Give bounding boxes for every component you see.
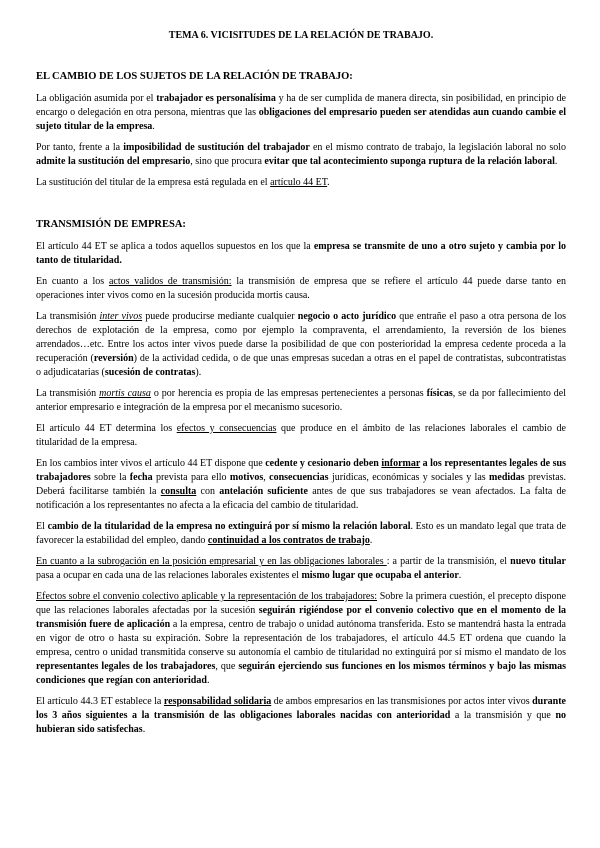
text-run: En los cambios inter vivos el artículo 44 ET dispone que — [36, 458, 266, 469]
text-run: ). — [195, 367, 202, 378]
section-heading-cambio-sujetos: EL CAMBIO DE LOS SUJETOS DE LA RELACIÓN DE TRABAJO: — [36, 71, 353, 82]
text-run: evitar que tal acontecimiento suponga ruptura de la relación laboral — [264, 156, 555, 167]
document-page — [36, 30, 566, 744]
text-run: no hubieran sido satisfechas — [36, 710, 566, 735]
text-run: consulta — [160, 486, 197, 497]
text-run: medidas — [489, 472, 525, 483]
text-run: a la empresa, centro de trabajo o unidad autónoma transferida. Esto se mantendrá hasta la entrada en vigor de otro o hasta su expiración. Sobre la representación de los trabajadores, el artículo 44.5 ET ordena que cuando la empresa, centro o unidad transmitida conserve su autonomía el cambio de titularidad no extinguirá por sí mismo el mandato de los — [36, 619, 566, 658]
text-run: reversión — [93, 353, 134, 364]
paragraph — [36, 275, 566, 303]
text-run: El artículo 44 ET determina los — [36, 423, 177, 434]
text-run: que entrañe el paso a otra persona de los derechos de explotación de la empresa, como por ejemplo la compraventa, el arrendamiento, la reversión de los bienes arrendados…etc. Entre los actos inter vivos puede darse la posibilidad de que con posterioridad la empresa cedente proceda a la recuperación ( — [36, 311, 567, 364]
paragraph — [36, 240, 566, 268]
text-run: nuevo titular — [510, 556, 566, 567]
text-run: . Esto es un mandato legal que trata de favorecer la estabilidad del empleo, dando — [36, 521, 566, 546]
text-run: El — [36, 521, 48, 532]
text-run: y ha de ser cumplida de manera directa, sin posibilidad, en principio de encargo o delegación en otra persona, mientras que las — [36, 93, 566, 118]
text-run: seguirán rigiéndose por el convenio colectivo que en el momento de la transmisión fuere de aplicación — [36, 605, 566, 630]
text-run: en el mismo contrato de trabajo, la legislación laboral no solo — [309, 142, 567, 153]
text-run: El artículo 44.3 ET establece la — [36, 696, 164, 707]
text-run: : a partir de la transmisión, el — [386, 556, 511, 567]
text-run: Efectos sobre el convenio colectivo aplicable y la representación de los trabajadores: — [36, 591, 378, 602]
text-run: efectos y consecuencias — [176, 423, 277, 434]
paragraph — [36, 92, 566, 134]
paragraph — [36, 555, 566, 583]
text-run: consecuencias — [269, 472, 329, 483]
paragraph — [36, 176, 566, 190]
text-run: motivos — [229, 472, 264, 483]
text-run: antes de que sus trabajadores se vean afectados. La falta de notificación a los representantes no afecta a la eficacia del cambio de titularidad. — [36, 486, 566, 511]
text-run: , — [263, 472, 270, 483]
text-run: mortis causa — [99, 388, 151, 399]
paragraph — [36, 422, 566, 450]
text-run: previstas. Deberá facilitarse también la — [36, 472, 567, 497]
text-run: En cuanto a los — [36, 276, 109, 287]
text-run: En cuanto a la subrogación en la posición empresarial y en las obligaciones laborales — [36, 556, 387, 567]
text-run: , se da por fallecimiento del anterior empresario e integración de la empresa por el mecanismo sucesorio. — [36, 388, 566, 413]
text-run: La transmisión — [36, 311, 100, 322]
paragraph — [36, 520, 566, 548]
text-run: seguirán ejerciendo sus funciones en los mismos términos y bajo las mismas condiciones que regían con anterioridad — [36, 661, 566, 686]
text-run: La sustitución del titular de la empresa está regulada en el — [36, 177, 271, 188]
text-run: jurídicas, económicas y sociales y las — [328, 472, 490, 483]
text-run: . — [369, 535, 373, 546]
text-run: , que — [215, 661, 239, 672]
text-run: . — [554, 156, 558, 167]
text-run: La obligación asumida por el — [36, 93, 157, 104]
text-run: continuidad a los contratos de trabajo — [207, 535, 370, 546]
text-run: El artículo 44 ET se aplica a todos aquellos supuestos en los que la — [36, 241, 314, 252]
text-run: responsabilidad solidaria — [163, 696, 272, 707]
text-run: . — [206, 675, 210, 686]
text-run: puede producirse mediante cualquier — [142, 311, 298, 322]
text-run: o por herencia es propia de las empresas pertenecientes a personas — [150, 388, 427, 399]
paragraph — [36, 141, 566, 169]
text-run: cambio de la titularidad de la empresa no extinguirá por sí mismo la relación laboral — [47, 521, 411, 532]
paragraph — [36, 590, 566, 688]
text-run: informar — [381, 458, 421, 469]
text-run: cedente y cesionario deben — [265, 458, 382, 469]
text-run: a los representantes legales de sus trabajadores — [36, 458, 566, 483]
text-run: imposibilidad de sustitución del trabajador — [123, 142, 310, 153]
text-run: a la transmisión y que — [450, 710, 556, 721]
paragraph — [36, 695, 566, 737]
text-run: sucesión de contratas — [104, 367, 196, 378]
text-run: negocio o acto jurídico — [297, 311, 397, 322]
text-run: actos validos de transmisión: — [108, 276, 232, 287]
paragraph — [36, 310, 566, 380]
text-run: . — [142, 724, 146, 735]
text-run: ) de la actividad cedida, o de que unas empresas sucedan a otras en el papel de contratistas, subcontratistas o adjudicatarias ( — [36, 353, 567, 378]
text-run: la transmisión de empresa que se refiere el artículo 44 puede darse tanto en operaciones inter vivos como en la sucesión producida mortis causa. — [36, 276, 566, 301]
paragraph — [36, 457, 566, 513]
section-spacer — [36, 197, 566, 219]
text-run: admite la sustitución del empresario — [36, 156, 191, 167]
text-run: , sino que procura — [190, 156, 265, 167]
text-run: La transmisión — [36, 388, 100, 399]
text-run: inter vivos — [99, 311, 143, 322]
text-run: prevista para ello — [152, 472, 230, 483]
text-run: pasa a ocupar en cada una de las relaciones laborales existentes el — [36, 570, 302, 581]
text-run: Sobre la primera cuestión, el precepto dispone que las relaciones laborales afectadas por la sucesión — [36, 591, 566, 616]
text-run: obligaciones del empresario pueden ser atendidas aun cuando cambie el sujeto titular de la empresa — [36, 107, 567, 132]
text-run: representantes legales de los trabajadores — [36, 661, 216, 672]
text-run: antelación suficiente — [219, 486, 308, 497]
text-run: físicas — [426, 388, 453, 399]
text-run: . — [152, 121, 155, 132]
text-run: artículo 44 ET — [270, 177, 328, 188]
text-run: . — [327, 177, 330, 188]
paragraph — [36, 387, 566, 415]
text-run: de ambos empresarios en las transmisiones por actos inter vivos — [271, 696, 533, 707]
text-run: . — [458, 570, 462, 581]
document-title: TEMA 6. VICISITUDES DE LA RELACIÓN DE TRABAJO. — [168, 30, 434, 41]
text-run: durante los 3 años siguientes a la transmisión de las obligaciones laborales nacidas con anterioridad — [36, 696, 566, 721]
text-run: trabajador es personalísima — [156, 93, 276, 104]
text-run: que produce en el ámbito de las relaciones laborales el cambio de titularidad de la empresa. — [36, 423, 566, 448]
text-run: empresa se transmite de uno a otro sujeto y cambia por lo tanto de titularidad. — [36, 241, 566, 266]
text-run: mismo lugar que ocupaba el anterior — [301, 570, 459, 581]
section-heading-transmision-empresa: TRANSMISIÓN DE EMPRESA: — [36, 219, 186, 230]
text-run: con — [196, 486, 220, 497]
text-run: fecha — [129, 472, 153, 483]
text-run: Por tanto, frente a la — [36, 142, 124, 153]
text-run: sobre la — [90, 472, 130, 483]
